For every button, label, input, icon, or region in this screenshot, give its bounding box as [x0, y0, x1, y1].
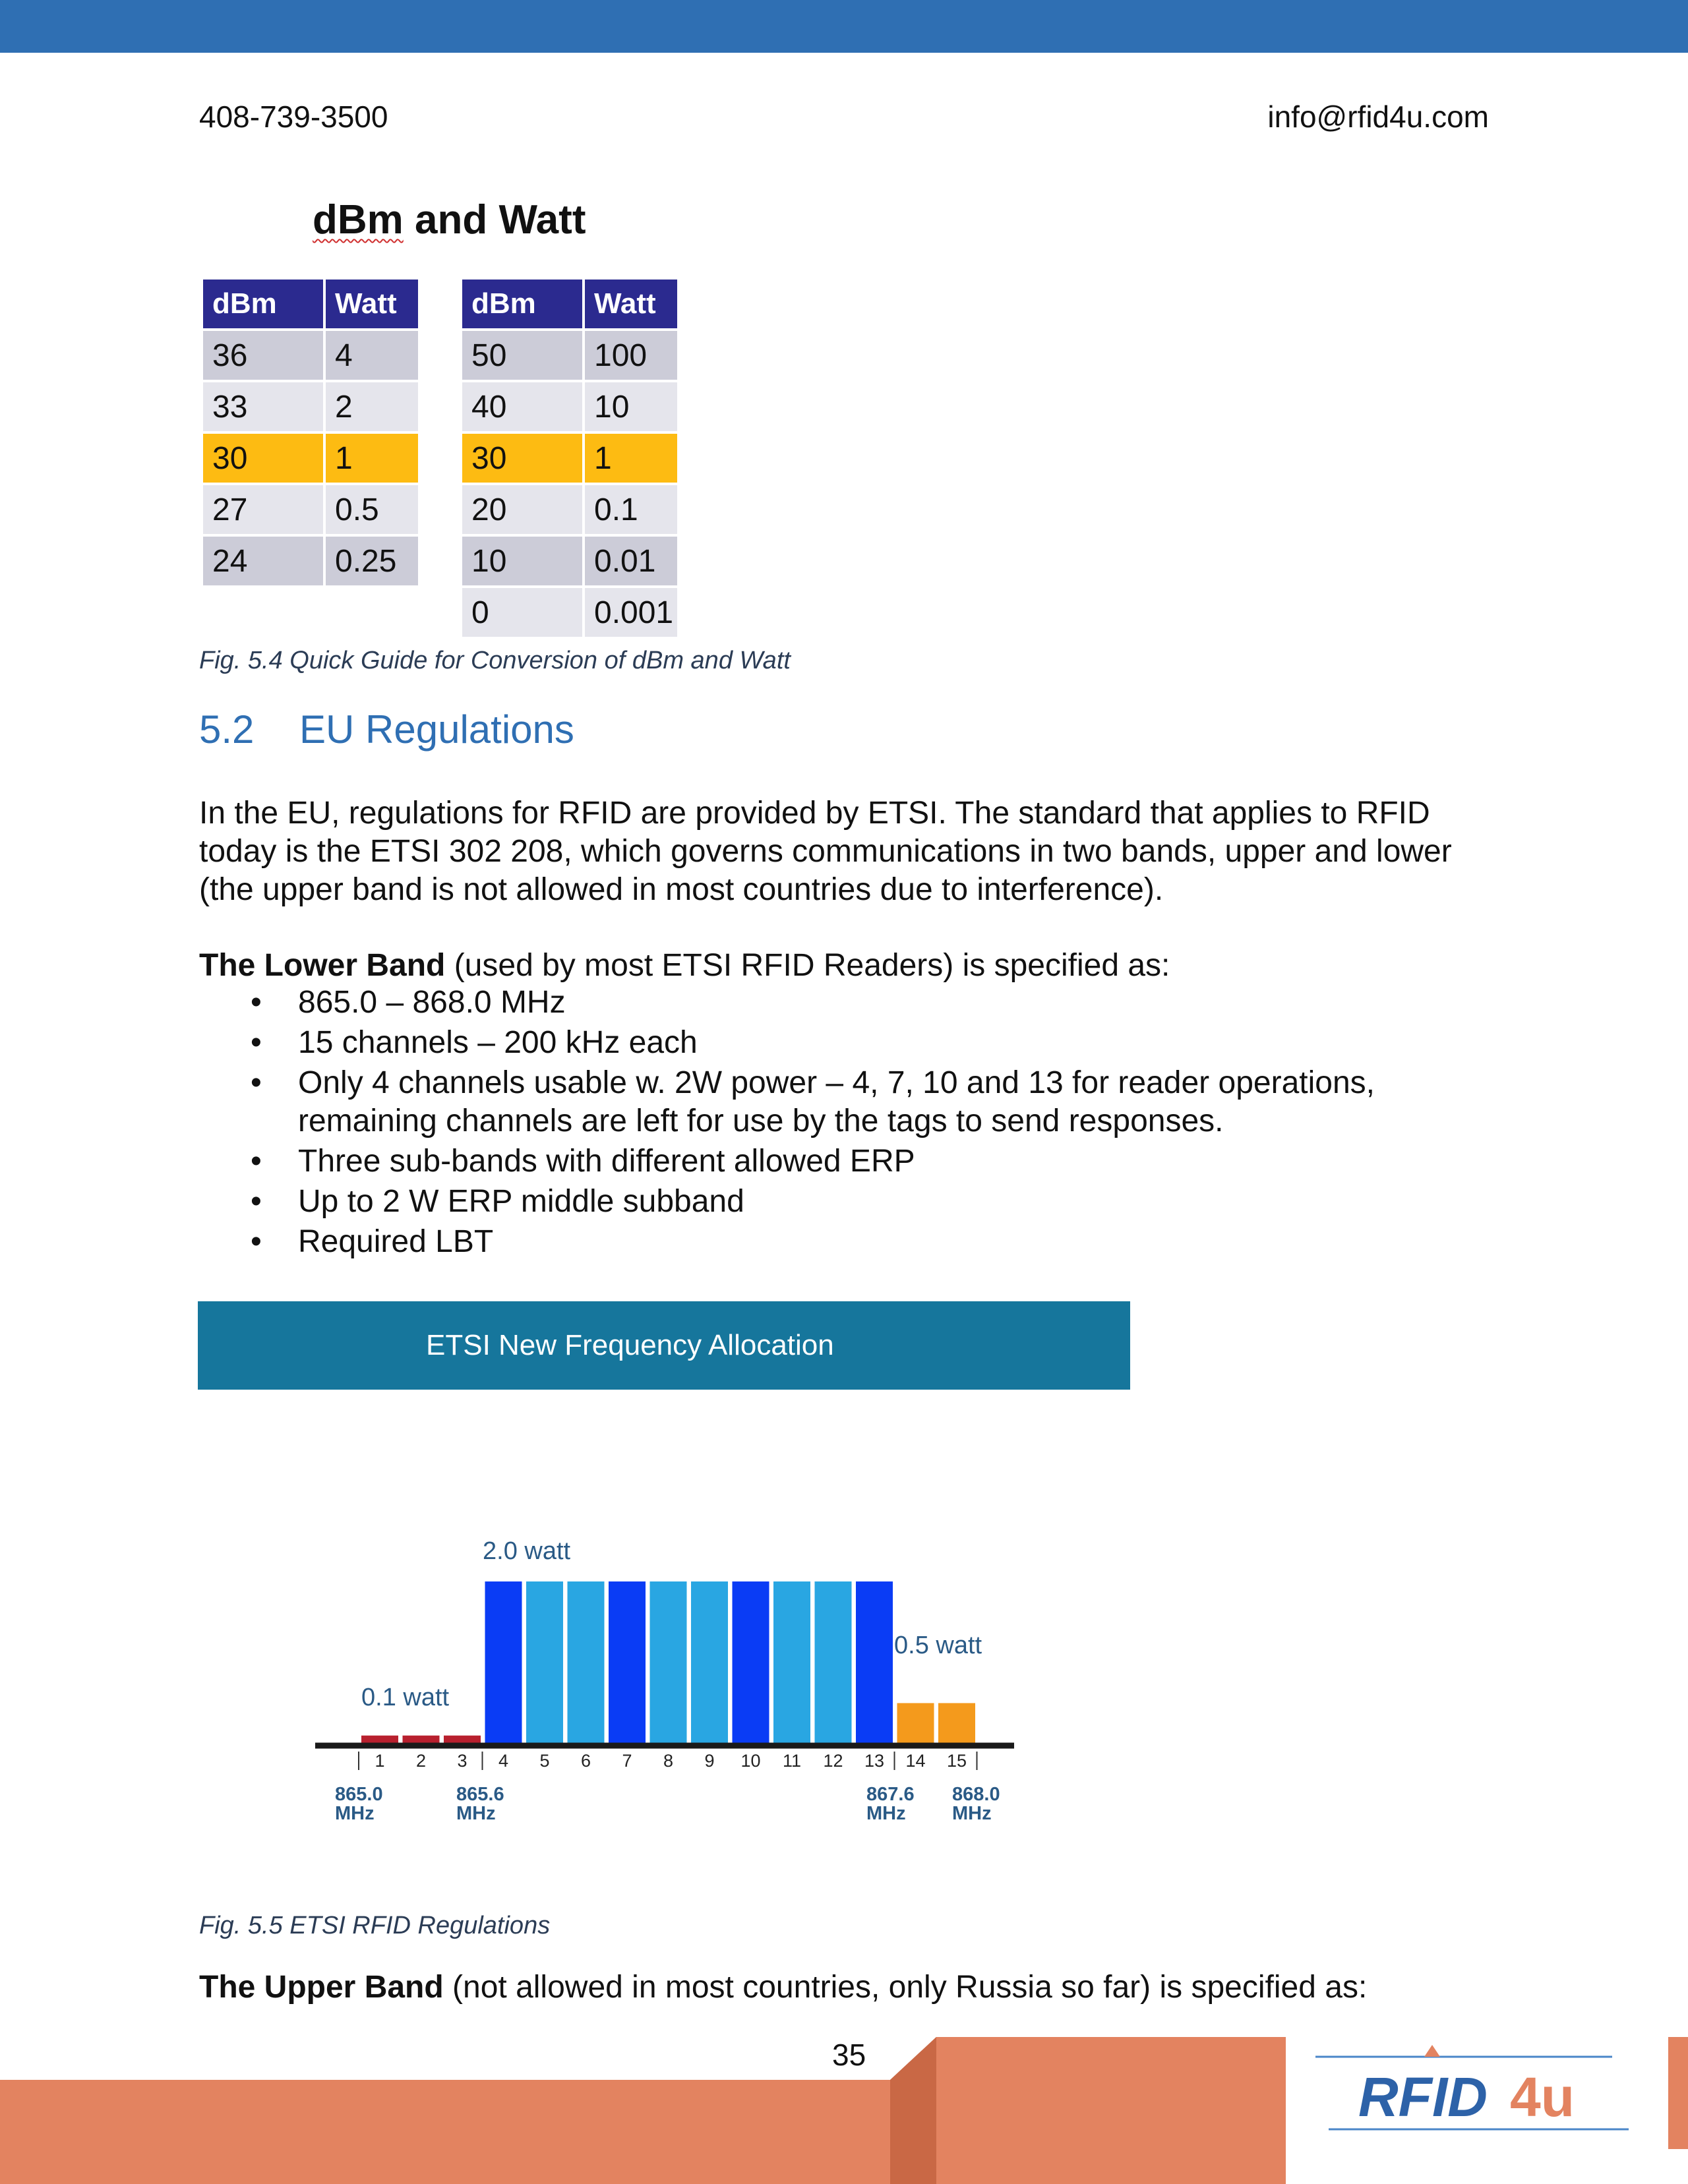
list-item-text: Up to 2 W ERP middle subband — [298, 1184, 744, 1219]
paragraph: In the EU, regulations for RFID are provided by ETSI. The standard that applies to RFID today is the ETSI 302 208, which governs communications in two bands, upper and lower (the upper band is not allowed in most countries due to interference). — [199, 796, 1452, 907]
section-number: 5.2 — [199, 707, 255, 752]
table-row — [203, 537, 418, 585]
table-cell: 0 — [462, 588, 582, 637]
list-item — [199, 1142, 1505, 1181]
bullet-icon: • — [251, 1224, 262, 1259]
table-cell: 24 — [203, 537, 323, 585]
bar-channel-11 — [773, 1581, 810, 1744]
table-cell: 0.25 — [326, 537, 418, 585]
table-cell: 36 — [203, 331, 323, 380]
table-cell: 30 — [203, 434, 323, 483]
table-cell: 30 — [462, 434, 582, 483]
table-row — [203, 331, 418, 380]
band-label-high: 0.5 watt — [894, 1632, 982, 1659]
tick-label: 4 — [498, 1751, 509, 1771]
table-row-highlight — [462, 434, 677, 483]
table-cell: 0.1 — [585, 485, 677, 534]
tick-label: 9 — [704, 1751, 715, 1771]
table-row — [462, 331, 677, 380]
figure-title-rest: and Watt — [415, 197, 586, 243]
freq-label-value: 867.6 — [866, 1784, 915, 1805]
table-row — [203, 382, 418, 431]
list-item-text: Only 4 channels usable w. 2W power – 4, 7, 10 and 13 for reader operations, remaining channels are left for use by the tags to send responses. — [298, 1065, 1375, 1138]
table-cell: 100 — [585, 331, 677, 380]
upper-band-rest: (not allowed in most countries, only Russia so far) is specified as: — [443, 1970, 1368, 2005]
bullet-icon: • — [251, 985, 262, 1020]
tick-label: 12 — [823, 1751, 843, 1771]
tick-label: 3 — [457, 1751, 467, 1771]
bar-channel-14 — [897, 1703, 934, 1744]
page-number: 35 — [832, 2038, 866, 2072]
freq-label-value: 865.6 — [456, 1784, 504, 1805]
bullet-icon: • — [251, 1144, 262, 1179]
table-row — [462, 485, 677, 534]
table-row — [462, 588, 677, 637]
bar-channel-8 — [650, 1581, 687, 1744]
bullet-icon: • — [251, 1184, 262, 1219]
bar-channel-4 — [485, 1581, 522, 1744]
tick-label: 15 — [946, 1751, 967, 1771]
table-header-row — [203, 280, 418, 328]
tick-label: 11 — [782, 1751, 802, 1771]
list-item-text: 865.0 – 868.0 MHz — [298, 985, 566, 1020]
bar-channel-13 — [856, 1581, 893, 1744]
list-item — [199, 984, 1505, 1022]
band-label-middle: 2.0 watt — [483, 1537, 571, 1565]
bar-channel-3 — [444, 1736, 481, 1744]
table-cell: 50 — [462, 331, 582, 380]
table-cell: 4 — [326, 331, 418, 380]
list-item-text: 15 channels – 200 kHz each — [298, 1025, 698, 1060]
table-cell: 2 — [326, 382, 418, 431]
freq-label-unit: MHz — [456, 1803, 496, 1824]
figure-caption: Fig. 5.5 ETSI RFID Regulations — [199, 1912, 551, 1939]
bar-channel-2 — [403, 1736, 440, 1744]
table-cell: 0.01 — [585, 537, 677, 585]
table-cell: 1 — [585, 434, 677, 483]
freq-label-unit: MHz — [952, 1803, 992, 1824]
figure-title — [313, 196, 586, 243]
table-cell: 33 — [203, 382, 323, 431]
header-phone: 408-739-3500 — [199, 100, 388, 134]
footer-fold — [890, 2037, 936, 2184]
header-email: info@rfid4u.com — [1267, 100, 1489, 134]
table-header-cell: Watt — [326, 280, 418, 328]
upper-band-lead: The Upper Band — [199, 1970, 444, 2005]
table-row — [462, 382, 677, 431]
list-item — [199, 1024, 1505, 1062]
chart-banner — [198, 1301, 1130, 1390]
bar-channel-6 — [568, 1581, 605, 1744]
footer-band — [0, 2037, 1286, 2184]
top-bar — [0, 0, 1688, 53]
footer-edge — [1668, 2037, 1688, 2149]
figure-title-dbm: dBm — [313, 197, 404, 243]
bar-channel-15 — [938, 1703, 975, 1744]
bullet-icon: • — [251, 1065, 262, 1100]
lower-band-lead: The Lower Band — [199, 948, 446, 983]
bar-channel-9 — [691, 1581, 728, 1744]
freq-label-unit: MHz — [866, 1803, 906, 1824]
lower-band-rest: (used by most ETSI RFID Readers) is specified as: — [445, 948, 1170, 983]
logo-text-4u: 4u — [1510, 2066, 1575, 2128]
tick-label: 10 — [740, 1751, 761, 1771]
bar-channel-1 — [361, 1736, 398, 1744]
lower-band-list — [199, 984, 1505, 1263]
table-cell: 1 — [326, 434, 418, 483]
table-header-cell: dBm — [203, 280, 323, 328]
tick-label: 7 — [622, 1751, 632, 1771]
table-cell: 27 — [203, 485, 323, 534]
lower-band-intro — [199, 947, 1505, 985]
list-item — [199, 1223, 1505, 1261]
logo-text-rfid: RFID — [1358, 2066, 1488, 2128]
table-header-cell: Watt — [585, 280, 677, 328]
chart-banner-title: ETSI New Frequency Allocation — [426, 1329, 834, 1361]
tick-label: 5 — [539, 1751, 550, 1771]
table-cell: 0.5 — [326, 485, 418, 534]
tick-label: 13 — [864, 1751, 885, 1771]
bar-channel-12 — [815, 1581, 852, 1744]
tick-label: 2 — [415, 1751, 427, 1771]
bar-channel-5 — [526, 1581, 563, 1744]
list-item — [199, 1064, 1505, 1140]
tick-label: 1 — [375, 1751, 385, 1771]
list-item — [199, 1183, 1505, 1221]
table-row — [203, 485, 418, 534]
figure-caption: Fig. 5.4 Quick Guide for Conversion of dBm and Watt — [199, 647, 791, 674]
section-heading — [199, 707, 574, 752]
list-item-text: Required LBT — [298, 1224, 494, 1259]
section-title: EU Regulations — [299, 707, 574, 752]
freq-label-value: 865.0 — [335, 1784, 383, 1805]
table-header-row — [462, 280, 677, 328]
conversion-table-left — [200, 277, 421, 588]
table-cell: 20 — [462, 485, 582, 534]
bullet-icon: • — [251, 1025, 262, 1060]
bar-channel-10 — [733, 1581, 769, 1744]
tick-label: 8 — [663, 1751, 674, 1771]
table-row-highlight — [203, 434, 418, 483]
freq-label-value: 868.0 — [952, 1784, 1000, 1805]
table-cell: 10 — [462, 537, 582, 585]
table-row — [462, 537, 677, 585]
bar-channel-7 — [609, 1581, 646, 1744]
upper-band-intro — [199, 1968, 1505, 2007]
band-label-low: 0.1 watt — [361, 1684, 450, 1711]
table-cell: 0.001 — [585, 588, 677, 637]
frequency-allocation-chart — [0, 1450, 1688, 1846]
table-cell: 40 — [462, 382, 582, 431]
tick-label: 6 — [580, 1751, 591, 1771]
logo-triangle-icon — [1424, 2045, 1440, 2057]
table-cell: 10 — [585, 382, 677, 431]
conversion-table-right — [460, 277, 680, 639]
list-item-text: Three sub-bands with different allowed ERP — [298, 1144, 915, 1179]
table-header-cell: dBm — [462, 280, 582, 328]
freq-label-unit: MHz — [335, 1803, 375, 1824]
tick-label: 14 — [905, 1751, 926, 1771]
